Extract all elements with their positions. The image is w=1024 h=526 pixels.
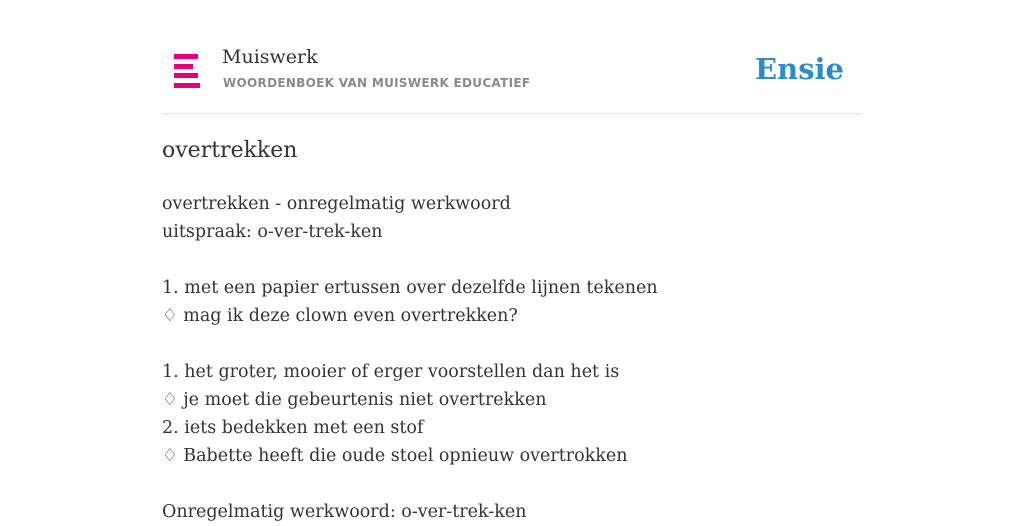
definition-line: overtrekken - onregelmatig werkwoord [162, 194, 511, 214]
definition-line: uitspraak: o-ver-trek-ken [162, 222, 383, 242]
site-header [162, 0, 862, 114]
muiswerk-logo-icon[interactable] [174, 54, 200, 88]
definition-line: 1. met een papier ertussen over dezelfde lijnen tekenen [162, 278, 658, 298]
blank-line [162, 246, 862, 274]
page-title: overtrekken [162, 138, 298, 163]
definition-line: ♢ je moet die gebeurtenis niet overtrekken [162, 390, 547, 410]
definition-line: ♢ mag ik deze clown even overtrekken? [162, 306, 518, 326]
page-container [162, 0, 862, 522]
definition-line: ♢ Babette heeft die oude stoel opnieuw overtrokken [162, 446, 628, 466]
blank-line [162, 470, 862, 498]
brand-name[interactable]: Muiswerk [222, 46, 318, 68]
definition-line: 2. iets bedekken met een stof [162, 418, 424, 438]
brand-subtitle: WOORDENBOEK VAN MUISWERK EDUCATIEF [223, 76, 531, 90]
blank-line [162, 330, 862, 358]
ensie-logo[interactable]: Ensie [755, 52, 844, 86]
definition-line: Onregelmatig werkwoord: o-ver-trek-ken [162, 502, 527, 522]
definition-line: 1. het groter, mooier of erger voorstellen dan het is [162, 362, 620, 382]
definition-body [162, 190, 862, 526]
